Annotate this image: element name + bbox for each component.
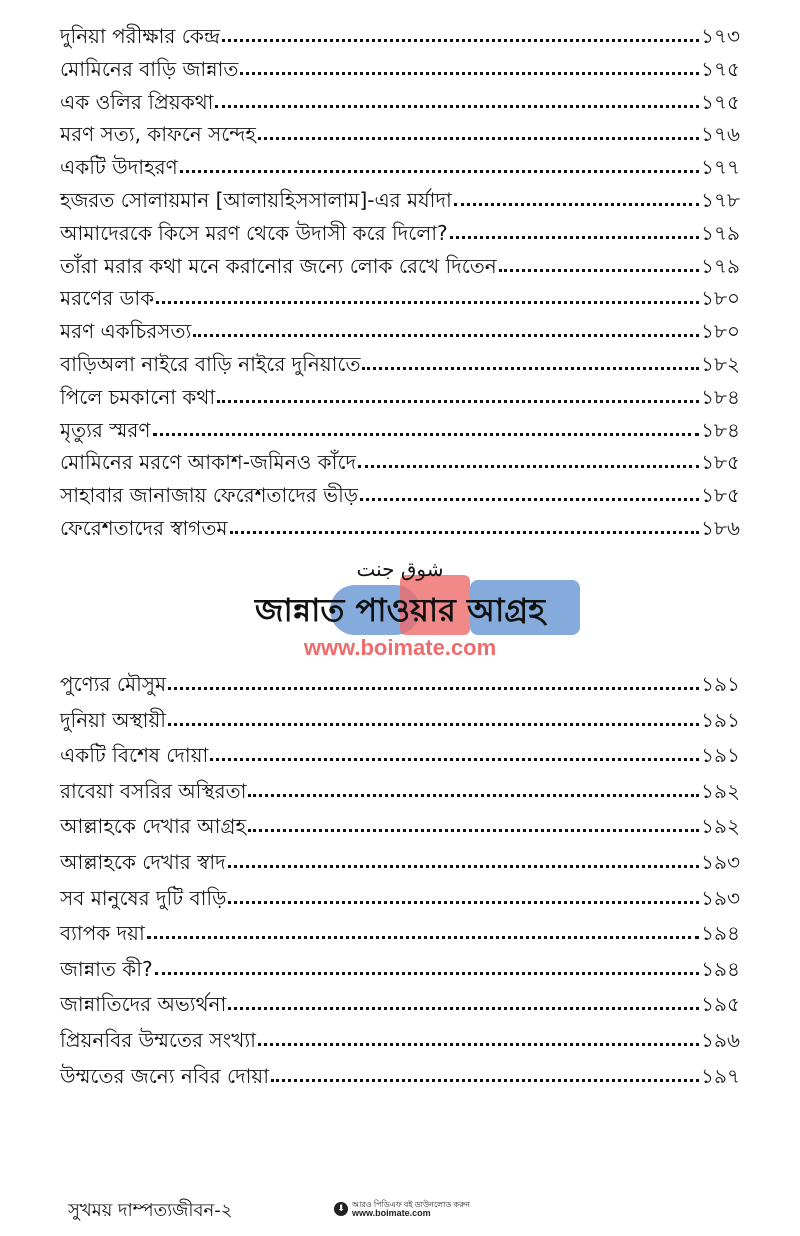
toc-entry-title: তাঁরা মরার কথা মনে করানোর জন্যে লোক রেখে দিতেন <box>60 253 497 278</box>
toc-entry <box>60 26 740 59</box>
toc-list-part-1 <box>60 26 740 551</box>
toc-entry-page: ১৯১ <box>701 707 740 732</box>
toc-entry-title: ব্যাপক দয়া <box>60 921 145 946</box>
toc-entry-page: ১৮৬ <box>701 515 740 540</box>
toc-entry-page: ১৮০ <box>701 286 740 311</box>
toc-entry <box>60 321 740 354</box>
toc-entry <box>60 994 740 1030</box>
toc-entry-page: ১৯১ <box>701 743 740 768</box>
toc-entry <box>60 816 740 852</box>
toc-entry-title: দুনিয়া অস্থায়ী <box>60 707 166 732</box>
dot-leader <box>210 756 699 761</box>
dot-leader <box>258 1041 699 1046</box>
toc-entry-title: এক ওলির প্রিয়কথা <box>60 89 214 114</box>
toc-entry-page: ১৯৩ <box>701 849 740 874</box>
toc-entry <box>60 1027 740 1066</box>
toc-entry-page: ১৮৪ <box>701 417 740 442</box>
toc-entry-page: ১৭৮ <box>701 187 740 212</box>
toc-entry <box>60 89 740 125</box>
toc-entry-title: প্রিয়নবির উম্মতের সংখ্যা <box>60 1027 256 1052</box>
toc-entry-title: সাহাবার জানাজায় ফেরেশতাদের ভীড় <box>60 483 359 508</box>
toc-entry-page: ১৯৪ <box>701 921 740 946</box>
toc-entry <box>60 707 740 746</box>
section-header <box>0 555 800 670</box>
toc-entry <box>60 849 740 888</box>
toc-entry <box>60 452 740 485</box>
toc-entry-title: বাড়িঅলা নাইরে বাড়ি নাইরে দুনিয়াতে <box>60 351 361 376</box>
toc-entry-title: ফেরেশতাদের স্বাগতম <box>60 515 228 540</box>
toc-entry-title: মৃত্যুর স্মরণ <box>60 417 151 442</box>
toc-entry <box>60 1063 740 1102</box>
toc-entry-page: ১৭৭ <box>701 155 740 180</box>
dot-leader <box>454 201 699 206</box>
watermark-footer-url: www.boimate.com <box>352 1208 431 1218</box>
toc-entry-page: ১৯৪ <box>701 956 740 981</box>
dot-leader <box>258 135 699 140</box>
toc-entry-title: মরণ সত্য, কাফনে সন্দেহ <box>60 122 256 147</box>
dot-leader <box>222 37 699 42</box>
dot-leader <box>358 463 699 468</box>
dot-leader <box>147 934 699 939</box>
toc-entry <box>60 674 740 710</box>
toc-entry <box>60 351 740 387</box>
dot-leader <box>360 496 699 501</box>
toc-entry-title: মরণের ডাক <box>60 286 155 311</box>
toc-entry <box>60 253 740 289</box>
toc-entry-title: রাবেয়া বসরির অস্থিরতা <box>60 778 247 803</box>
toc-entry <box>60 745 740 781</box>
toc-entry-title: উম্মতের জন্যে নবির দোয়া <box>60 1063 270 1088</box>
watermark-footer-badge <box>334 1200 470 1218</box>
dot-leader <box>155 970 699 975</box>
toc-entry-title: সব মানুষের দুটি বাড়ি <box>60 885 227 910</box>
toc-entry <box>60 124 740 157</box>
toc-entry <box>60 417 740 453</box>
dot-leader <box>499 267 699 272</box>
toc-list-part-2 <box>60 674 740 1101</box>
toc-entry-page: ১৯২ <box>701 814 740 839</box>
running-footer-book-title: সুখময় দাম্পত্যজীবন-২ <box>68 1200 233 1221</box>
toc-entry-title: আল্লাহকে দেখার স্বাদ <box>60 849 226 874</box>
toc-entry-page: ১৯৫ <box>701 992 740 1017</box>
toc-entry-title: পুণ্যের মৌসুম <box>60 672 167 696</box>
dot-leader <box>271 1077 699 1082</box>
dot-leader <box>156 299 699 304</box>
toc-entry-title: জান্নাত কী? <box>60 956 153 981</box>
toc-entry-page: ১৯৩ <box>701 885 740 910</box>
toc-entry <box>60 157 740 190</box>
dot-leader <box>217 398 699 403</box>
toc-entry-title: মরণ একচিরসত্য <box>60 319 192 344</box>
watermark-url: www.boimate.com <box>303 635 497 660</box>
toc-entry-title: মোমিনের বাড়ি জান্নাত <box>60 56 239 81</box>
dot-leader <box>362 365 699 370</box>
toc-entry <box>60 515 740 551</box>
watermark-footer-text <box>352 1200 470 1218</box>
download-icon: ⬇ <box>334 1202 348 1216</box>
arabic-calligraphy: شوق جنت <box>356 557 444 581</box>
toc-entry <box>60 384 740 420</box>
toc-entry-title: আমাদেরকে কিসে মরণ থেকে উদাসী করে দিলো? <box>60 220 448 245</box>
dot-leader <box>168 685 699 690</box>
toc-entry-page: ১৯৬ <box>701 1027 740 1052</box>
dot-leader <box>168 721 699 726</box>
toc-entry-page: ১৭৫ <box>701 56 740 81</box>
toc-entry-page: ১৯৭ <box>701 1063 740 1088</box>
toc-entry <box>60 288 740 321</box>
toc-entry-title: মোমিনের মরণে আকাশ-জমিনও কাঁদে <box>60 450 357 475</box>
dot-leader <box>153 431 700 436</box>
toc-entry-page: ১৮২ <box>701 351 740 376</box>
dot-leader <box>193 332 699 337</box>
toc-entry-page: ১৮৫ <box>701 483 740 508</box>
dot-leader <box>240 70 699 75</box>
toc-entry-title: জান্নাতিদের অভ্যর্থনা <box>60 992 227 1017</box>
dot-leader <box>248 827 699 832</box>
toc-entry-page: ১৭৯ <box>701 220 740 245</box>
dot-leader <box>228 899 699 904</box>
toc-entry-title: একটি বিশেষ দোয়া <box>60 743 209 768</box>
toc-entry-page: ১৮৫ <box>701 450 740 475</box>
toc-entry-page: ১৭৫ <box>701 89 740 114</box>
toc-entry <box>60 485 740 518</box>
toc-entry-page: ১৭৬ <box>701 122 740 147</box>
toc-entry <box>60 778 740 817</box>
toc-entry-title: পিলে চমকানো কথা <box>60 384 216 409</box>
toc-entry-title: হজরত সোলায়মান [আলায়হিসসালাম]-এর মর্যাদা <box>60 187 452 212</box>
toc-entry-page: ১৮৪ <box>701 384 740 409</box>
dot-leader <box>228 863 699 868</box>
dot-leader <box>180 168 699 173</box>
toc-entry <box>60 923 740 959</box>
toc-entry <box>60 885 740 924</box>
toc-entry <box>60 956 740 995</box>
toc-entry-title: আল্লাহকে দেখার আগ্রহ <box>60 814 246 839</box>
toc-entry <box>60 187 740 223</box>
dot-leader <box>248 792 699 797</box>
toc-entry <box>60 220 740 256</box>
toc-entry-page: ১৯২ <box>701 778 740 803</box>
toc-entry-title: দুনিয়া পরীক্ষার কেন্দ্র <box>60 24 221 48</box>
section-title: জান্নাত পাওয়ার আগ্রহ <box>254 591 546 629</box>
toc-entry-page: ১৭৩ <box>701 24 740 48</box>
toc-entry-title: একটি উদাহরণ <box>60 155 178 180</box>
toc-entry <box>60 56 740 92</box>
dot-leader <box>215 103 699 108</box>
toc-entry-page: ১৮০ <box>701 319 740 344</box>
dot-leader <box>230 529 700 534</box>
toc-entry-page: ১৯১ <box>701 672 740 696</box>
dot-leader <box>228 1005 699 1010</box>
watermark-footer-caption: আরও পিডিএফ বই ডাউনলোড করুন <box>352 1200 471 1209</box>
toc-entry-page: ১৭৯ <box>701 253 740 278</box>
dot-leader <box>450 234 699 239</box>
